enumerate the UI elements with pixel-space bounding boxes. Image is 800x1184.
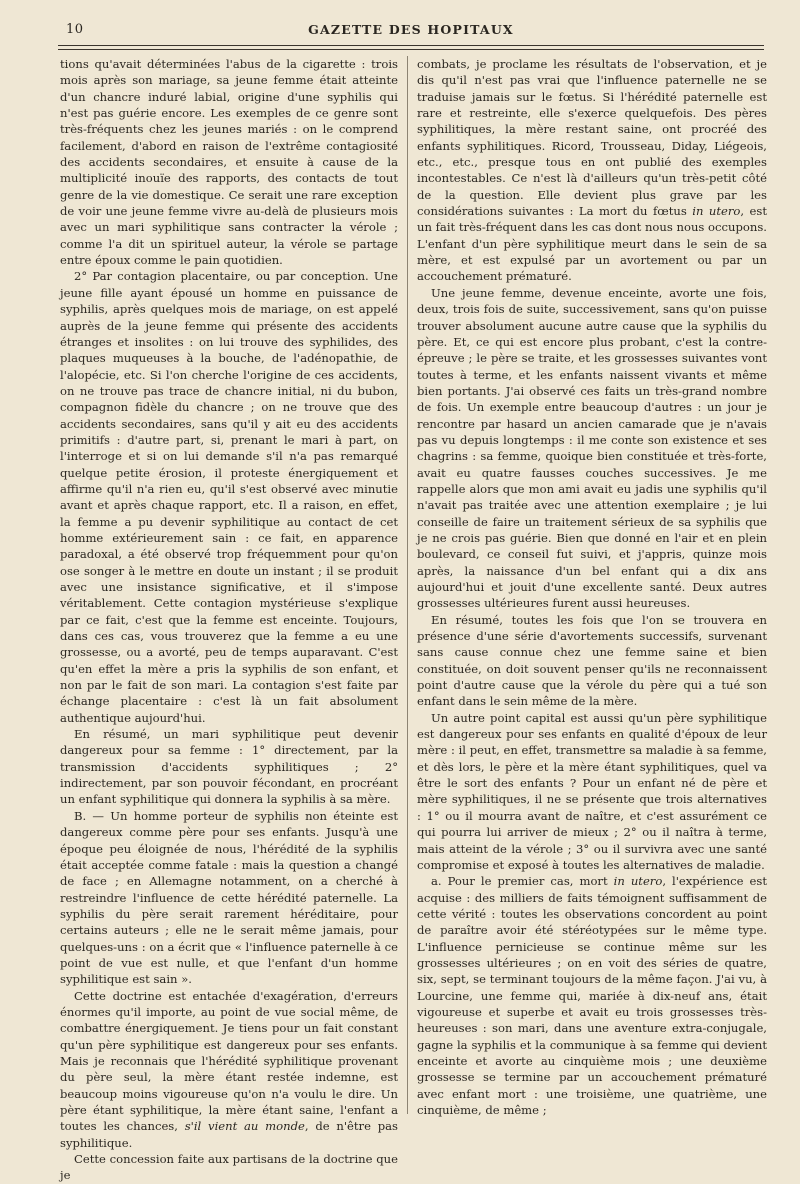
- page-number: 10: [66, 22, 84, 37]
- left-column: [60, 56, 398, 1183]
- column-divider: [407, 56, 408, 1114]
- right-paragraph-3: En résumé, toutes les fois que l'on se trouvera en présence d'une série d'avortements successifs, survenant sans cause connue chez une femme saine et bien constituée, on doit souvent penser qu'ils ne reconnaissent point d'autre cause que la vérole du père qui a tué son enfant dans le sein même de la mère.: [417, 612, 767, 709]
- left-paragraph-6: Cette concession faite aux partisans de la doctrine que je: [60, 1152, 398, 1183]
- right-paragraph-5: a. Pour le premier cas, mort in utero, l'expérience est acquise : des milliers de faits témoignent suffisamment de cette vérité : toutes les observations concordent au point de paraître avoir été stéréotypées sur le même type. L'influence pernicieuse se continue même sur les grossesses ultérieures ; on en voit des séries de quatre, six, sept, se terminant toujours de la même façon. J'ai vu, à Lourcine, une femme qui, mariée à dix-neuf ans, était vigoureuse et superbe et avait eu trois grossesses très-heureuses : son mari, dans une aventure extra-conjugale, gagne la syphilis et la communique à sa femme qui devient enceinte et avorte au cinquième mois ; une deuxième grossesse se termine par un accouchement prématuré avec enfant mort : une troisième, une quatrième, une cinquième, de même ;: [417, 874, 767, 1117]
- right-paragraph-2: Une jeune femme, devenue enceinte, avorte une fois, deux, trois fois de suite, successivement, sans qu'on puisse trouver absolument aucune autre cause que la syphilis du père. Et, ce qui est encore plus probant, c'est la contre-épreuve ; le père se traite, et les grossesses suivantes vont toutes à terme, et les enfants naissent vivants et même bien portants. J'ai observé ces faits un très-grand nombre de fois. Un exemple entre beaucoup d'autres : un jour je rencontre par hasard un ancien camarade que je n'avais pas vu depuis longtemps : il me conte son existence et ses chagrins : sa femme, quoique bien constituée et très-forte, avait eu quatre fausses couches successives. Je me rappelle alors que mon ami avait eu jadis une syphilis qu'il n'avait pas traitée avec une attention exemplaire ; je lui conseille de faire un traitement sérieux de sa syphilis que je ne crois pas guérie. Bien que donné en l'air et en plein boulevard, ce conseil fut suivi, et j'appris, quinze mois après, la naissance d'un bel enfant qui a dix ans aujourd'hui et jouit d'une excellente santé. Deux autres grossesses ultérieures furent aussi heureuses.: [417, 285, 767, 611]
- left-paragraph-4: B. — Un homme porteur de syphilis non éteinte est dangereux comme père pour ses enfants. Jusqu'à une époque peu éloignée de nous, l'hérédité de la syphilis était acceptée comme fatale : mais la question a changé de face ; en Allemagne notamment, on a cherché à restreindre l'influence de cette hérédité paternelle. La syphilis du père serait rarement héréditaire, pour certains auteurs ; elle ne le serait même jamais, pour quelques-uns : on a écrit que « l'influence paternelle à ce point de vue est nulle, et que l'enfant d'un homme syphilitique est sain ».: [60, 808, 398, 987]
- left-paragraph-5: Cette doctrine est entachée d'exagération, d'erreurs énormes qu'il importe, au point de vue social même, de combattre énergiquement. Je tiens pour un fait constant qu'un père syphilitique est dangereux pour ses enfants. Mais je reconnais que l'hérédité syphilitique provenant du père seul, la mère étant restée indemne, est beaucoup moins vigoureuse qu'on n'a voulu le dire. Un père étant syphilitique, la mère étant saine, l'enfant a toutes les chances, s'il vient au monde, de n'être pas syphilitique.: [60, 988, 398, 1150]
- right-paragraph-1: combats, je proclame les résultats de l'observation, et je dis qu'il n'est pas vrai que l'influence paternelle ne se traduise jamais sur le fœtus. Si l'hérédité paternelle est rare et restreinte, elle s'exerce quelquefois. Des pères syphilitiques, la mère restant saine, ont procréé des enfants syphilitiques. Ricord, Trousseau, Diday, Liégeois, etc., etc., presque tous en ont publié des exemples incontestables. Ce n'est là d'ailleurs qu'un très-petit côté de la question. Elle devient plus grave par les considérations suivantes : La mort du fœtus in utero, est un fait très-fréquent dans les cas dont nous nous occupons. L'enfant d'un père syphilitique meurt dans le sein de sa mère, et est expulsé par un avortement ou par un accouchement prématuré.: [417, 57, 767, 284]
- header-rule-bottom: [58, 49, 764, 50]
- left-paragraph-3: En résumé, un mari syphilitique peut devenir dangereux pour sa femme : 1° directement, par la transmission d'accidents syphilitiques ; 2° indirectement, par son pouvoir fécondant, en procréant un enfant syphilitique qui donnera la syphilis à sa mère.: [60, 727, 398, 807]
- running-title: GAZETTE DES HOPITAUX: [308, 22, 514, 37]
- page-header: [58, 20, 764, 42]
- left-paragraph-2: 2° Par contagion placentaire, ou par conception. Une jeune fille ayant épousé un homme en puissance de syphilis, après quelques mois de mariage, on est appelé auprès de la jeune femme qui présente des accidents étranges et insolites : on lui trouve des syphilides, des plaques muqueuses à la bouche, de l'adénopathie, de l'alopécie, etc. Si l'on cherche l'origine de ces accidents, on ne trouve pas trace de chancre initial, ni du bubon, compagnon fidèle du chancre ; on ne trouve que des accidents secondaires, sans qu'il y ait eu des accidents primitifs : d'autre part, si, prenant le mari à part, on l'interroge et si on lui demande s'il n'a pas remarqué quelque petite érosion, il proteste énergiquement et affirme qu'il n'a rien eu, qu'il s'est observé avec minutie avant et après chaque rapport, etc. Il a raison, en effet, la femme a pu devenir syphilitique au contact de cet homme extérieurement sain : ce fait, en apparence paradoxal, a été observé trop fréquemment pour qu'on ose songer à le mettre en doute un instant ; il se produit avec une insistance significative, et il s'impose véritablement. Cette contagion mystérieuse s'explique par ce fait, c'est que la femme est enceinte. Toujours, dans ces cas, vous trouverez que la femme a eu une grossesse, ou a avorté, peu de temps auparavant. C'est qu'en effet la mère a pris la syphilis de son enfant, et non par le fait de son mari. La contagion s'est faite par échange placentaire : c'est là un fait absolument authentique aujourd'hui.: [60, 269, 398, 725]
- header-rule-top: [58, 45, 764, 46]
- right-column: [417, 56, 767, 1124]
- left-paragraph-1: tions qu'avait déterminées l'abus de la cigarette : trois mois après son mariage, sa jeune femme était atteinte d'un chancre induré labial, origine d'une syphilis qui n'est pas guérie encore. Les exemples de ce genre sont très-fréquents chez les jeunes mariés : on le comprend facilement, d'abord en raison de l'extrême contagiosité des accidents secondaires, et ensuite à cause de la multiplicité inouïe des rapports, des contacts de tout genre de la vie domestique. Ce serait une rare exception de voir une jeune femme vivre au-delà de plusieurs mois avec un mari syphilitique sans contracter la vérole ; comme l'a dit un spirituel auteur, la vérole se partage entre époux comme le pain quotidien.: [60, 57, 398, 268]
- right-paragraph-4: Un autre point capital est aussi qu'un père syphilitique est dangereux pour ses enfants en qualité d'époux de leur mère : il peut, en effet, transmettre sa maladie à sa femme, et dès lors, le père et la mère étant syphilitiques, quel va être le sort des enfants ? Pour un enfant né de père et mère syphilitiques, il ne se présente que trois alternatives : 1° ou il mourra avant de naître, et c'est assurément ce qui pourra lui arriver de mieux ; 2° ou il naîtra à terme, mais atteint de la vérole ; 3° ou il survivra avec une santé compromise et exposé à toutes les alternatives de maladie.: [417, 710, 767, 872]
